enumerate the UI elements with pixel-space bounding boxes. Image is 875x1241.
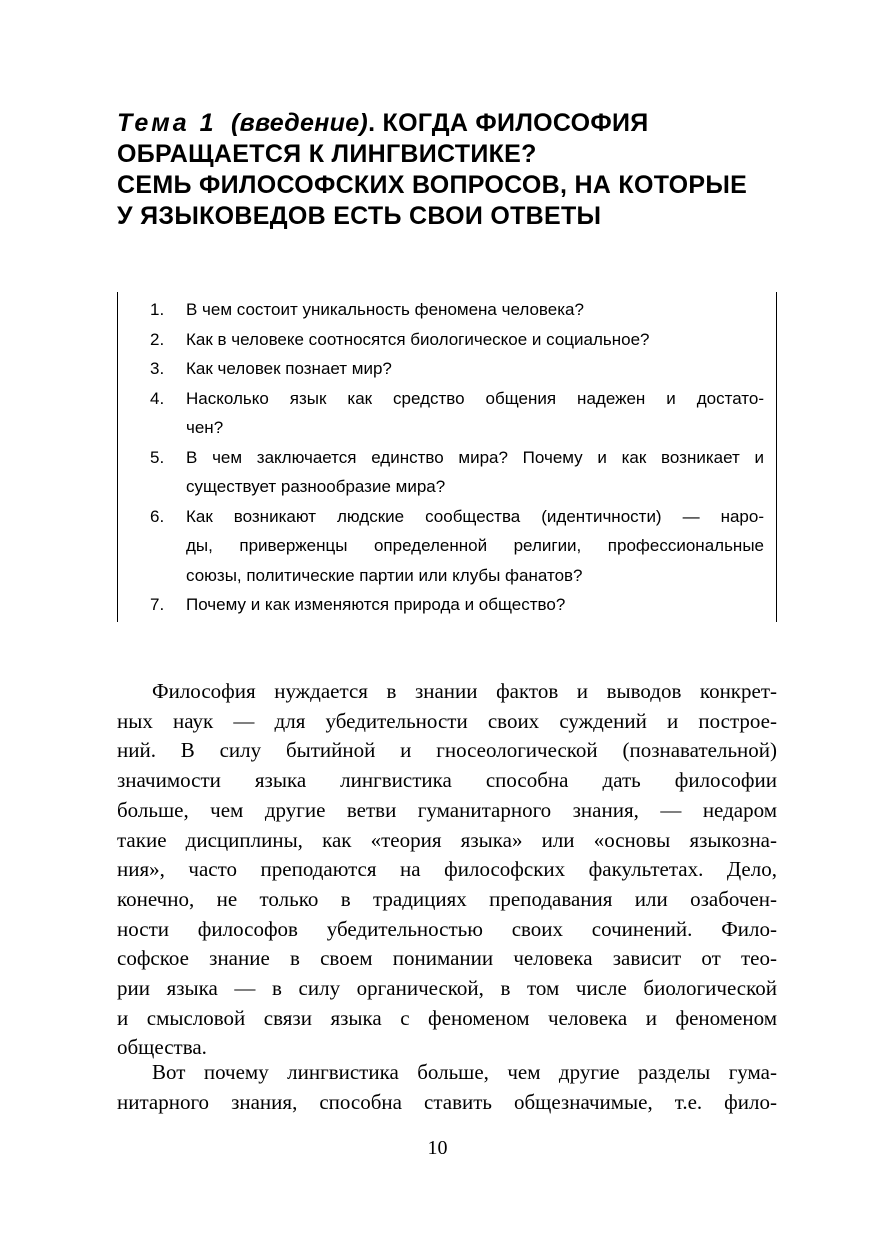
question-text-line: Как возникают людские сообщества (идентичности) — наро- <box>186 506 764 526</box>
question-number: 3. <box>150 359 165 378</box>
question-number: 5. <box>150 447 165 467</box>
question-item <box>150 325 764 355</box>
text-line: конечно, не только в традициях преподавания или озабочен- <box>117 886 777 911</box>
question-number: 4. <box>150 388 165 408</box>
question-item <box>150 590 764 620</box>
text-line: нитарного знания, способна ставить общезначимые, т.е. фило- <box>117 1089 777 1114</box>
question-number: 7. <box>150 595 165 614</box>
heading-line-1 <box>117 108 797 139</box>
text-line: Вот почему лингвистика больше, чем другие разделы гума- <box>152 1060 777 1084</box>
text-line: рии языка — в силу органической, в том числе биологической <box>117 976 777 1001</box>
text-line: ности философов убедительностью своих сочинений. Фило- <box>117 916 777 941</box>
text-line: такие дисциплины, как «теория языка» или «основы языкозна- <box>117 827 777 852</box>
question-text-line: союзы, политические партии или клубы фанатов? <box>186 565 583 585</box>
question-number: 1. <box>150 300 165 319</box>
question-text-line: Почему и как изменяются природа и общество? <box>186 595 566 614</box>
question-number: 2. <box>150 329 165 349</box>
text-line: ния», часто преподаются на философских факультетах. Дело, <box>117 857 777 882</box>
question-text-line: Как в человеке соотносятся биологическое и социальное? <box>186 329 650 349</box>
text-line: софское знание в своем понимании человека зависит от тео- <box>117 946 777 971</box>
question-text-line: ды, приверженцы определенной религии, профессиональные <box>186 536 764 555</box>
section-heading <box>117 108 797 232</box>
question-item <box>150 354 764 384</box>
question-item <box>150 502 764 591</box>
question-item <box>150 443 764 502</box>
heading-line-1-rest: . КОГДА ФИЛОСОФИЯ <box>368 109 649 137</box>
question-text-line: В чем состоит уникальность феномена человека? <box>186 300 584 319</box>
heading-line-2: ОБРАЩАЕТСЯ К ЛИНГВИСТИКЕ? <box>117 140 537 168</box>
intro-label: (введение) <box>230 109 369 137</box>
text-line: ных наук — для убедительности своих суждений и построе- <box>117 708 777 733</box>
question-text-line: Насколько язык как средство общения надежен и достато- <box>186 388 764 408</box>
heading-line-4: У ЯЗЫКОВЕДОВ ЕСТЬ СВОИ ОТВЕТЫ <box>117 202 602 230</box>
text-line: ний. В силу бытийной и гносеологической (познавательной) <box>117 738 777 763</box>
text-line: больше, чем другие ветви гуманитарного знания, — недаром <box>117 797 777 822</box>
page-number: 10 <box>427 1137 448 1159</box>
question-item <box>150 384 764 443</box>
text-line: и смысловой связи языка с феноменом человека и феноменом <box>117 1005 777 1030</box>
question-text-line: Как человек познает мир? <box>186 359 392 378</box>
topic-label: Тема 1 <box>117 109 217 137</box>
body-paragraph-2 <box>117 1058 777 1117</box>
text-line: общества. <box>117 1035 207 1060</box>
text-line: значимости языка лингвистика способна дать философии <box>117 768 777 793</box>
question-text-line: В чем заключается единство мира? Почему и как возникает и <box>186 447 764 467</box>
text-line: Философия нуждается в знании фактов и выводов конкрет- <box>152 679 777 703</box>
question-text-line: существует разнообразие мира? <box>186 477 446 496</box>
heading-line-3: СЕМЬ ФИЛОСОФСКИХ ВОПРОСОВ, НА КОТОРЫЕ <box>117 171 748 199</box>
questions-list <box>150 295 764 620</box>
body-paragraph-1 <box>117 677 777 1063</box>
question-item <box>150 295 764 325</box>
question-number: 6. <box>150 506 165 526</box>
question-text-line: чен? <box>186 418 224 437</box>
